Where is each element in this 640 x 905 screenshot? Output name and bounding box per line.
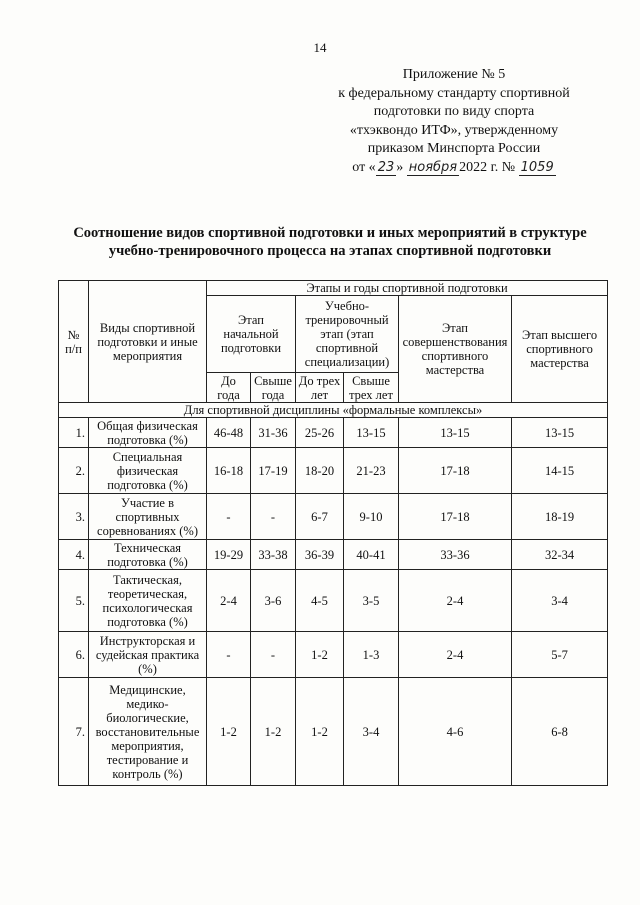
cell: 25-26: [296, 418, 344, 448]
cell: 3-6: [251, 570, 296, 632]
cell: 3-5: [344, 570, 399, 632]
appendix-line-1: Приложение № 5: [402, 67, 506, 82]
cell: 2-4: [207, 570, 251, 632]
table-row: [59, 448, 608, 494]
appendix-line-2: к федеральному стандарту спортивной: [338, 85, 570, 101]
appendix-header: [304, 66, 604, 177]
document-title: [50, 224, 610, 260]
cell: 6-8: [512, 678, 608, 786]
cell: 46-48: [207, 418, 251, 448]
row-number: 3.: [59, 494, 89, 540]
cell: -: [251, 632, 296, 678]
cell: 16-18: [207, 448, 251, 494]
table-row: [59, 540, 608, 570]
row-number: 1.: [59, 418, 89, 448]
cell: -: [251, 494, 296, 540]
cell: 4-6: [399, 678, 512, 786]
cell: 1-3: [344, 632, 399, 678]
cell: 13-15: [512, 418, 608, 448]
cell: 2-4: [399, 570, 512, 632]
cell: 18-20: [296, 448, 344, 494]
cell: 3-4: [344, 678, 399, 786]
row-name: Инструкторская и судейская практика (%): [89, 632, 207, 678]
cell: 13-15: [344, 418, 399, 448]
title-line-1: Соотношение видов спортивной подготовки и иных мероприятий в структуре: [73, 225, 587, 241]
header-up-to-year: До года: [207, 373, 251, 403]
cell: 33-36: [399, 540, 512, 570]
row-number: 7.: [59, 678, 89, 786]
row-number: 5.: [59, 570, 89, 632]
cell: 33-38: [251, 540, 296, 570]
date-year: 2022 г. №: [459, 159, 516, 175]
cell: 5-7: [512, 632, 608, 678]
cell: 17-19: [251, 448, 296, 494]
cell: 4-5: [296, 570, 344, 632]
date-prefix: от «: [352, 159, 376, 175]
page-number: 14: [313, 40, 327, 55]
cell: 18-19: [512, 494, 608, 540]
cell: 6-7: [296, 494, 344, 540]
cell: 3-4: [512, 570, 608, 632]
cell: 1-2: [296, 632, 344, 678]
cell: 31-36: [251, 418, 296, 448]
cell: 21-23: [344, 448, 399, 494]
header-training-stage: Учебно-тренировочный этап (этап спортивной специализации): [296, 296, 399, 373]
cell: 1-2: [207, 678, 251, 786]
cell: 40-41: [344, 540, 399, 570]
appendix-line-3: подготовки по виду спорта: [373, 104, 535, 119]
date-month: ноября: [408, 159, 458, 175]
table-row: [59, 418, 608, 448]
cell: 17-18: [399, 494, 512, 540]
row-number: 6.: [59, 632, 89, 678]
row-name: Техническая подготовка (%): [89, 540, 207, 570]
row-number: 4.: [59, 540, 89, 570]
appendix-line-5: приказом Минспорта России: [367, 141, 541, 156]
date-day: 23: [377, 159, 395, 175]
table-row: [59, 678, 608, 786]
order-number: 1059: [520, 159, 554, 175]
row-name: Участие в спортивных соревнованиях (%): [89, 494, 207, 540]
cell: 36-39: [296, 540, 344, 570]
cell: 14-15: [512, 448, 608, 494]
row-name: Тактическая, теоретическая, психологическая подготовка (%): [89, 570, 207, 632]
appendix-line-4: «тхэквондо ИТФ», утвержденному: [349, 122, 559, 138]
header-over-year: Свыше года: [251, 373, 296, 403]
row-name: Медицинские, медико-биологические, восстановительные мероприятия, тестирование и контроль (%): [89, 678, 207, 786]
header-up-to-three-years: До трех лет: [296, 373, 344, 403]
header-over-three-years: Свыше трех лет: [344, 373, 399, 403]
title-line-2: учебно-тренировочного процесса на этапах спортивной подготовки: [108, 243, 552, 259]
cell: 32-34: [512, 540, 608, 570]
header-types: Виды спортивной подготовки и иные мероприятия: [89, 281, 207, 403]
row-name: Специальная физическая подготовка (%): [89, 448, 207, 494]
cell: 17-18: [399, 448, 512, 494]
cell: -: [207, 632, 251, 678]
cell: 13-15: [399, 418, 512, 448]
row-name: Общая физическая подготовка (%): [89, 418, 207, 448]
cell: 1-2: [296, 678, 344, 786]
header-initial-stage: Этап начальной подготовки: [207, 296, 296, 373]
header-number: № п/п: [59, 281, 89, 403]
table-row: [59, 570, 608, 632]
date-mid: »: [396, 159, 404, 175]
row-number: 2.: [59, 448, 89, 494]
section-header: Для спортивной дисциплины «формальные комплексы»: [59, 403, 608, 418]
header-stages: Этапы и годы спортивной подготовки: [207, 281, 608, 296]
cell: 1-2: [251, 678, 296, 786]
header-improvement-stage: Этап совершенствования спортивного мастерства: [399, 296, 512, 403]
cell: -: [207, 494, 251, 540]
cell: 2-4: [399, 632, 512, 678]
table-row: [59, 494, 608, 540]
header-higher-stage: Этап высшего спортивного мастерства: [512, 296, 608, 403]
cell: 9-10: [344, 494, 399, 540]
training-ratio-table: [58, 280, 608, 786]
appendix-date-line: [304, 159, 604, 178]
cell: 19-29: [207, 540, 251, 570]
table-row: [59, 632, 608, 678]
